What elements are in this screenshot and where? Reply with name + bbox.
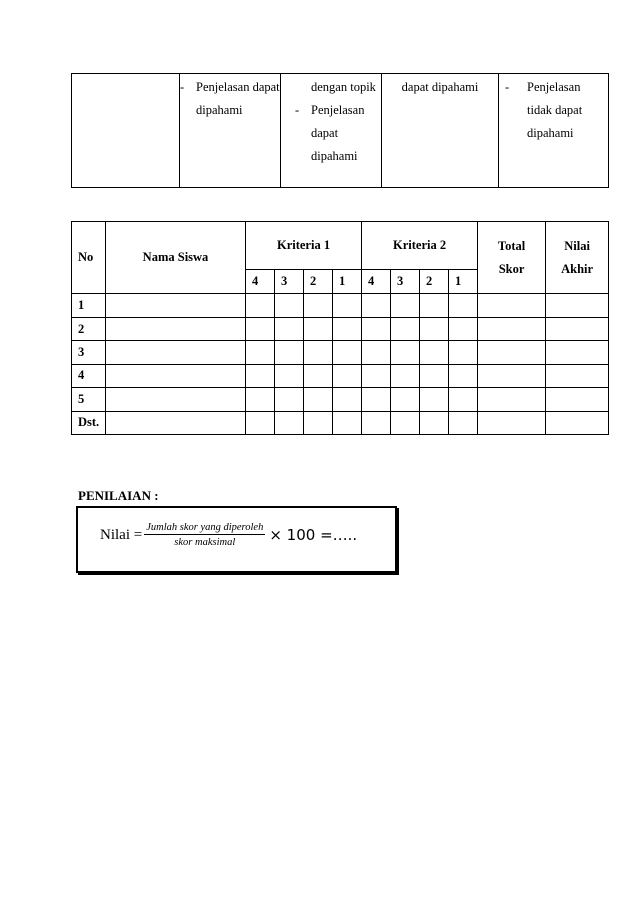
table-row: [72, 294, 609, 317]
row-number: 2: [72, 317, 106, 340]
formula-label: Nilai =: [100, 526, 143, 543]
table-row: [72, 411, 609, 434]
sub-score: 2: [304, 269, 333, 293]
rubric-table: [71, 73, 609, 188]
rubric-text: dapat dipahami: [401, 80, 479, 94]
header-nilai-akhir: Nilai Akhir: [546, 222, 609, 294]
sub-score: 1: [449, 269, 478, 293]
rubric-cell-empty: [72, 74, 180, 188]
rubric-cell-2: - Penjelasan dapat dipahami: [180, 74, 281, 188]
row-number: 4: [72, 364, 106, 387]
formula-numerator: Jumlah skor yang diperoleh: [146, 522, 264, 533]
row-number: Dst.: [72, 411, 106, 434]
sub-score: 4: [246, 269, 275, 293]
rubric-cell-5: - Penjelasan tidak dapat dipahami: [499, 74, 609, 188]
formula-box: [76, 506, 397, 573]
table-row: [72, 317, 609, 340]
rubric-text: Penjelasan dapat dipahami: [311, 103, 365, 163]
header-kriteria-1: Kriteria 1: [246, 222, 362, 270]
table-row: [72, 341, 609, 364]
rubric-cell-4: [382, 74, 499, 188]
table-row: [72, 364, 609, 387]
rubric-cell-3: dengan topik - Penjelasan dapat dipahami: [281, 74, 382, 188]
sub-score: 4: [362, 269, 391, 293]
header-kriteria-2: Kriteria 2: [362, 222, 478, 270]
formula-rest: × 100 =…..: [269, 526, 358, 544]
header-name: Nama Siswa: [106, 222, 246, 294]
formula-denominator: skor maksimal: [174, 537, 236, 548]
table-row: [72, 388, 609, 411]
rubric-text: Penjelasan dapat dipahami: [196, 80, 280, 117]
row-number: 3: [72, 341, 106, 364]
sub-score: 1: [333, 269, 362, 293]
header-no: No: [72, 222, 106, 294]
assessment-table: [71, 221, 609, 435]
sub-score: 2: [420, 269, 449, 293]
sub-score: 3: [391, 269, 420, 293]
row-number: 5: [72, 388, 106, 411]
formula-fraction: [144, 522, 265, 548]
sub-score: 3: [275, 269, 304, 293]
rubric-text: Penjelasan tidak dapat dipahami: [527, 80, 583, 140]
header-total-skor: Total Skor: [478, 222, 546, 294]
row-number: 1: [72, 294, 106, 317]
penilaian-heading: PENILAIAN :: [78, 488, 159, 503]
rubric-text: dengan topik: [311, 80, 376, 94]
